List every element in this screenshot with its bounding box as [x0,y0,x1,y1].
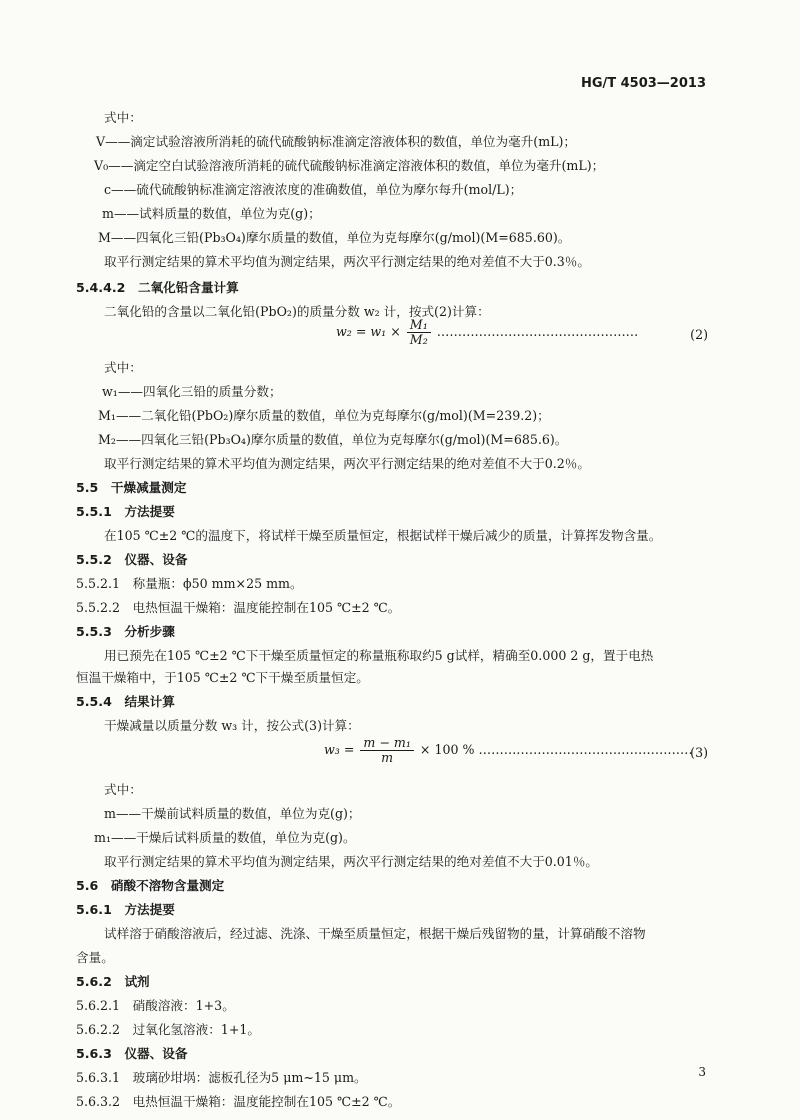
text-line: 干燥减量以质量分数 w₃ 计，按公式(3)计算： [104,718,360,733]
text-line: 含量。 [76,950,114,965]
text-line: 式中： [104,110,142,125]
leader-dots: …………………………………………… [478,742,693,757]
text-line: 5.6.3.1 玻璃砂坩埚：滤板孔径为5 μm~15 μm。 [76,1070,367,1085]
definition-line: w₁——四氧化三铅的质量分数； [102,384,282,399]
formula-lhs: w₃ = [324,742,355,757]
definition-line: M₂——四氧化三铅(Pb₃O₄)摩尔质量的数值，单位为克每摩尔(g/mol)(M=685.6)。 [98,432,568,447]
text-line: 5.5.2.2 电热恒温干燥箱：温度能控制在105 ℃±2 ℃。 [76,600,401,615]
text-line: 取平行测定结果的算术平均值为测定结果，两次平行测定结果的绝对差值不大于0.3％。 [104,254,590,269]
definition-line: m₁——干燥后试料质量的数值，单位为克(g)。 [94,830,356,845]
fraction-denominator: M₂ [409,332,428,347]
section-heading: 5.4.4.2 二氧化铅含量计算 [76,280,239,295]
text-line: 恒温干燥箱中，于105 ℃±2 ℃下干燥至质量恒定。 [76,670,369,685]
section-heading: 5.5.1 方法提要 [76,504,175,519]
text-line: 用已预先在105 ℃±2 ℃下干燥至质量恒定的称量瓶称取约5 g试样，精确至0.000 2 g，置于电热 [104,648,654,663]
formula-lhs: w₂ = w₁ × [336,324,401,339]
formula-fraction [360,736,414,765]
definition-line: m——试料质量的数值，单位为克(g)； [102,206,321,221]
fraction-denominator: m [381,750,394,765]
text-line: 式中： [104,360,142,375]
definition-line: M——四氧化三铅(Pb₃O₄)摩尔质量的数值，单位为克每摩尔(g/mol)(M=685.60)。 [98,230,571,245]
definition-line: m——干燥前试料质量的数值，单位为克(g)； [104,806,361,821]
definition-line: c——硫代硫酸钠标准滴定溶液浓度的准确数值，单位为摩尔每升(mol/L)； [104,182,523,197]
section-heading: 5.5.4 结果计算 [76,694,175,709]
section-heading: 5.6.1 方法提要 [76,902,175,917]
text-line: 5.6.2.1 硝酸溶液：1+3。 [76,998,235,1013]
page-number: 3 [698,1065,706,1079]
equation-number: (2) [690,327,708,342]
section-heading: 5.5.2 仪器、设备 [76,552,188,567]
formula-rhs: × 100 % [419,742,475,757]
fraction-numerator: m − m₁ [360,736,414,751]
standard-number: HG/T 4503—2013 [580,76,706,91]
text-line: 5.6.2.2 过氧化氢溶液：1+1。 [76,1022,260,1037]
definition-line: V₀——滴定空白试验溶液所消耗的硫代硫酸钠标准滴定溶液体积的数值，单位为毫升(mL)； [94,158,605,173]
text-line: 5.5.2.1 称量瓶：ϕ50 mm×25 mm。 [76,576,303,591]
formula-3 [324,736,693,765]
section-heading: 5.5.3 分析步骤 [76,624,175,639]
text-line: 式中： [104,782,142,797]
text-line: 取平行测定结果的算术平均值为测定结果，两次平行测定结果的绝对差值不大于0.2％。 [104,456,590,471]
text-line: 在105 ℃±2 ℃的温度下，将试样干燥至质量恒定，根据试样干燥后减少的质量，计算挥发物含量。 [104,528,662,543]
fraction-numerator: M₁ [407,318,431,333]
text-line: 取平行测定结果的算术平均值为测定结果，两次平行测定结果的绝对差值不大于0.01％。 [104,854,599,869]
leader-dots: ………………………………………… [436,324,639,339]
formula-fraction [407,318,431,347]
text-line: 二氧化铅的含量以二氧化铅(PbO₂)的质量分数 w₂ 计，按式(2)计算： [104,304,490,319]
equation-number: (3) [690,745,708,760]
text-line: 5.6.3.2 电热恒温干燥箱：温度能控制在105 ℃±2 ℃。 [76,1094,401,1109]
section-heading: 5.6 硝酸不溶物含量测定 [76,878,225,893]
definition-line: V——滴定试验溶液所消耗的硫代硫酸钠标准滴定溶液体积的数值，单位为毫升(mL)； [96,134,577,149]
section-heading: 5.6.2 试剂 [76,974,150,989]
text-line: 试样溶于硝酸溶液后，经过滤、洗涤、干燥至质量恒定，根据干燥后残留物的量，计算硝酸不溶物 [104,926,646,941]
definition-line: M₁——二氧化铅(PbO₂)摩尔质量的数值，单位为克每摩尔(g/mol)(M=239.2)； [98,408,550,423]
formula-2 [336,318,638,347]
section-heading: 5.5 干燥减量测定 [76,480,187,495]
section-heading: 5.6.3 仪器、设备 [76,1046,188,1061]
